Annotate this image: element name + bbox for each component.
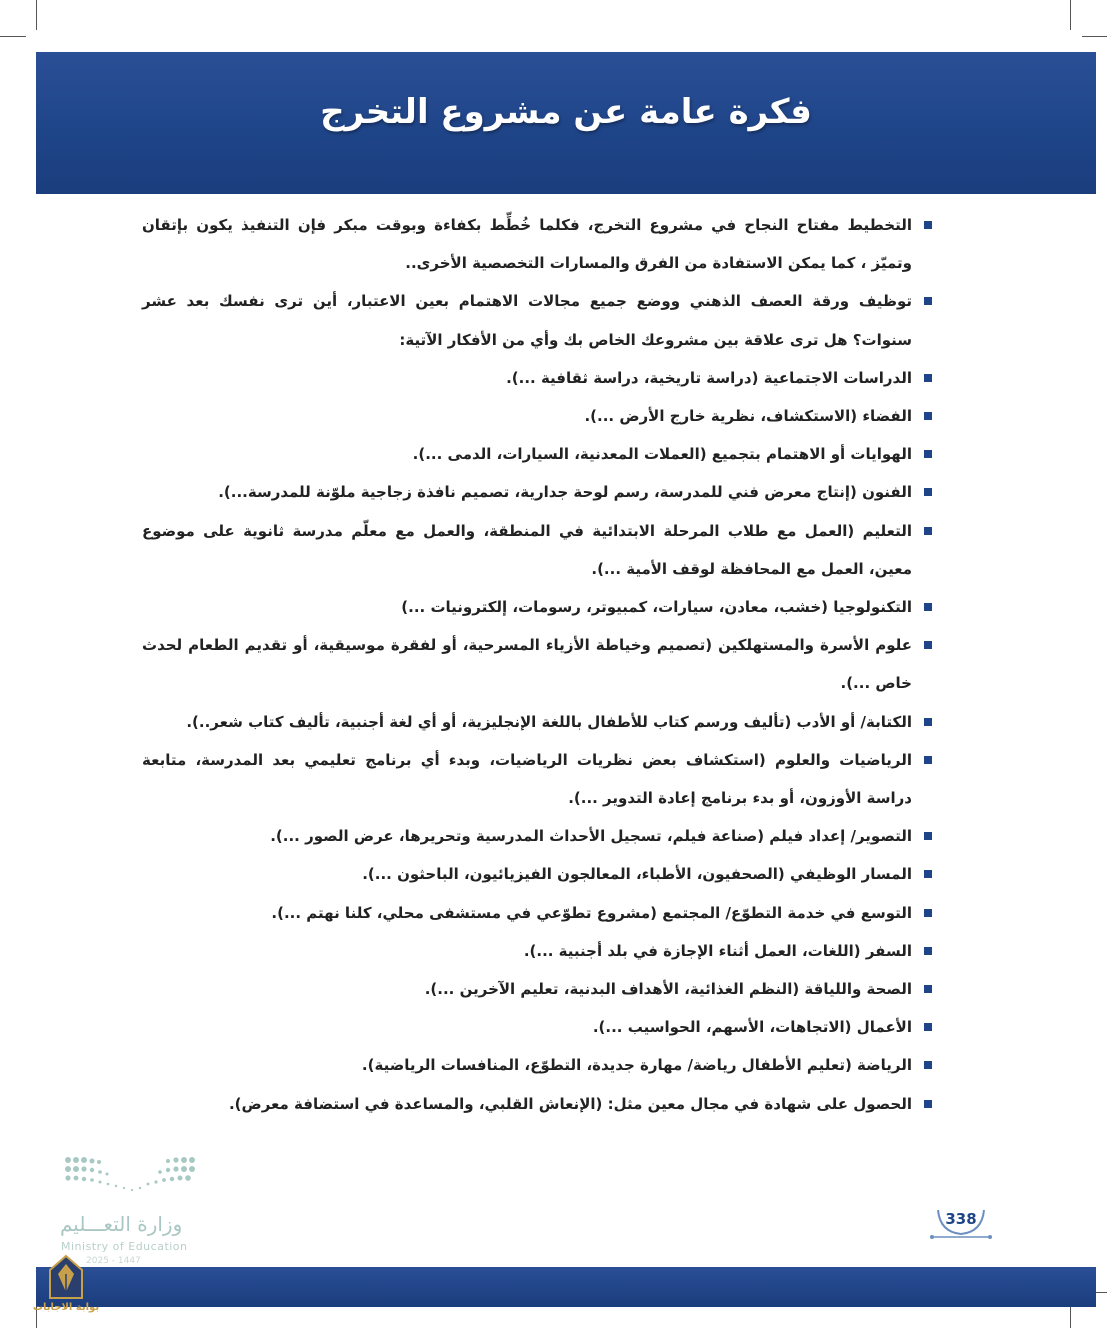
list-item: السفر (اللغات، العمل أثناء الإجازة في بلد أجنبية ...). xyxy=(142,932,932,970)
crop-mark xyxy=(36,0,37,30)
list-item: توظيف ورقة العصف الذهني ووضع جميع مجالات الاهتمام بعين الاعتبار، أين ترى نفسك بعد عشر سنوات؟ هل ترى علاقة بين مشروعك الخاص بك وأي من الأفكار الآتية: xyxy=(142,282,932,358)
crop-mark xyxy=(0,36,26,37)
logo-dots-icon xyxy=(62,1154,202,1204)
list-item: الفضاء (الاستكشاف، نظرية خارج الأرض ...). xyxy=(142,397,932,435)
list-item: الفنون (إنتاج معرض فني للمدرسة، رسم لوحة جدارية، تصميم نافذة زجاجية ملوّنة للمدرسة...). xyxy=(142,473,932,511)
list-item: الأعمال (الاتجاهات، الأسهم، الحواسيب ...). xyxy=(142,1008,932,1046)
list-item: الهوايات أو الاهتمام بتجميع (العملات المعدنية، السيارات، الدمى ...). xyxy=(142,435,932,473)
stamp-label: بوابة الاجابات xyxy=(32,1302,100,1313)
list-item: علوم الأسرة والمستهلكين (تصميم وخياطة الأزياء المسرحية، أو لفقرة موسيقية، أو تقديم الطعام لحدث خاص ...). xyxy=(142,626,932,702)
watermark-stamp xyxy=(30,1252,102,1322)
logo-english-text: Ministry of Education xyxy=(61,1240,188,1253)
list-item: الدراسات الاجتماعية (دراسة تاريخية، دراسة ثقافية ...). xyxy=(142,359,932,397)
page-title: فكرة عامة عن مشروع التخرج xyxy=(320,92,812,132)
list-item: التصوير/ إعداد فيلم (صناعة فيلم، تسجيل الأحداث المدرسية وتحريرها، عرض الصور ...). xyxy=(142,817,932,855)
logo-year-text: 2025 - 1447 xyxy=(86,1256,141,1266)
list-item: التعليم (العمل مع طلاب المرحلة الابتدائية في المنطقة، والعمل مع معلّم مدرسة ثانوية على موضوع معين، العمل مع المحافظة لوقف الأمية ...). xyxy=(142,512,932,588)
page-number-badge xyxy=(930,1206,992,1242)
list-item: التوسع في خدمة التطوّع/ المجتمع (مشروع تطوّعي في مستشفى محلي، كلنا نهتم ...). xyxy=(142,894,932,932)
list-item: التكنولوجيا (خشب، معادن، سيارات، كمبيوتر، رسومات، إلكترونيات ...) xyxy=(142,588,932,626)
content-body xyxy=(142,206,932,1123)
footer-banner xyxy=(36,1267,1096,1307)
list-item: المسار الوظيفي (الصحفيون، الأطباء، المعالجون الفيزيائيون، الباحثون ...). xyxy=(142,855,932,893)
header-banner xyxy=(36,52,1096,194)
list-item: الكتابة/ أو الأدب (تأليف ورسم كتاب للأطفال باللغة الإنجليزية، أو أي لغة أجنبية، تأليف كتاب شعر..). xyxy=(142,703,932,741)
list-item: الرياضيات والعلوم (استكشاف بعض نظريات الرياضيات، وبدء أي برنامج تعليمي بعد المدرسة، متابعة دراسة الأوزون، أو بدء برنامج إعادة التدوير ...). xyxy=(142,741,932,817)
logo-arabic-text: وزارة التعـــليم xyxy=(60,1212,183,1236)
page-number: 338 xyxy=(945,1210,977,1228)
crop-mark xyxy=(1082,36,1107,37)
list-item: الصحة واللياقة (النظم الغذائية، الأهداف البدنية، تعليم الآخرين ...). xyxy=(142,970,932,1008)
pen-nib-icon xyxy=(30,1252,102,1304)
crop-mark xyxy=(1070,0,1071,30)
list-item: الحصول على شهادة في مجال معين مثل: (الإنعاش القلبي، والمساعدة في استضافة معرض). xyxy=(142,1085,932,1123)
list-item: التخطيط مفتاح النجاح في مشروع التخرج، فكلما خُطِّط بكفاءة وبوقت مبكر فإن التنفيذ يكون بإتقان وتميّز ، كما يمكن الاستفادة من الفرق والمسارات التخصصية الأخرى.. xyxy=(142,206,932,282)
list-item: الرياضة (تعليم الأطفال رياضة/ مهارة جديدة، التطوّع، المنافسات الرياضية). xyxy=(142,1046,932,1084)
